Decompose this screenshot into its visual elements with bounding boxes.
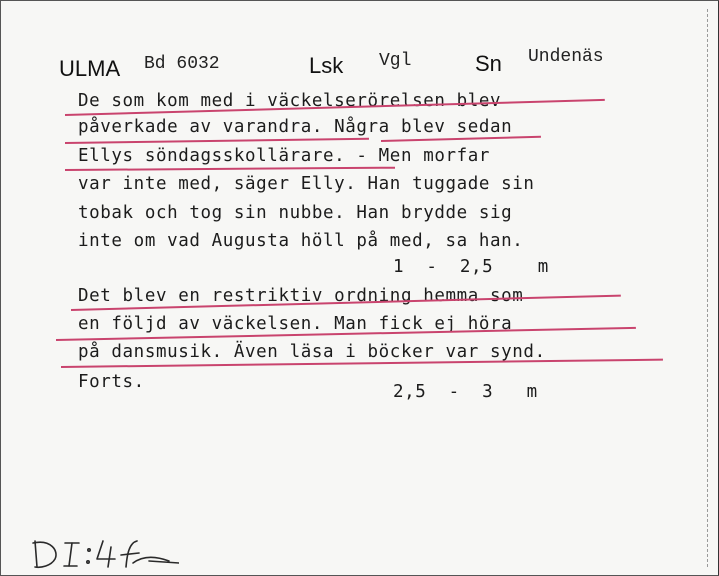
card-edge-perforation <box>707 9 708 567</box>
socken-value: Undenäs <box>528 47 604 67</box>
underline-mark <box>65 138 369 144</box>
measure-2: 2,5 - 3 m <box>393 382 538 402</box>
body-line-2: påverkade av varandra. Några blev sedan <box>78 117 513 137</box>
underline-mark <box>65 167 395 171</box>
handwritten-signature <box>29 533 179 573</box>
measure-1: 1 - 2,5 m <box>393 257 549 277</box>
landskap-label: Lsk <box>309 53 344 78</box>
body-line-7: Det blev en restriktiv ordning hemma som <box>78 286 524 306</box>
volume-number: Bd 6032 <box>144 54 220 74</box>
body-line-6: inte om vad Augusta höll på med, sa han. <box>78 231 524 251</box>
body-line-9: på dansmusik. Även läsa i böcker var synd. <box>78 342 546 362</box>
body-line-8: en följd av väckelsen. Man fick ej höra <box>78 314 513 334</box>
socken-label: Sn <box>475 51 502 76</box>
body-line-4: var inte med, säger Elly. Han tuggade sin <box>78 174 535 194</box>
body-line-5: tobak och tog sin nubbe. Han brydde sig <box>78 203 513 223</box>
archive-name: ULMA <box>59 56 121 81</box>
landskap-value: Vgl <box>379 51 412 71</box>
body-line-1: De som kom med i väckelserörelsen blev <box>78 91 502 111</box>
body-line-10: Forts. <box>78 372 145 392</box>
body-line-3: Ellys söndagsskollärare. - Men morfar <box>78 146 491 166</box>
